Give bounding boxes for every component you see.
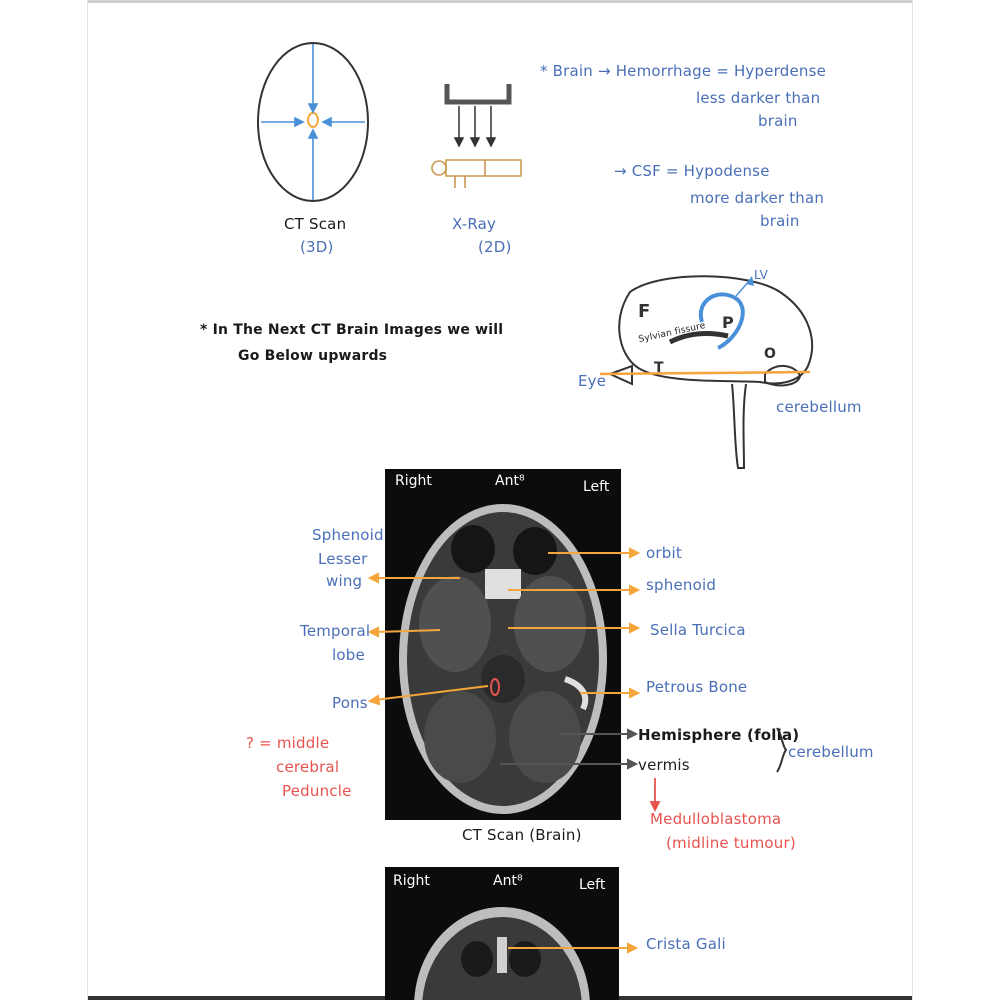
ct1-sphenoid-lesser-1: Sphenoid: [312, 526, 384, 544]
ct1-sphenoid: sphenoid: [646, 576, 717, 594]
xray-dim: (2D): [478, 238, 512, 256]
ct1-sphenoid-lesser-2: Lesser: [318, 550, 368, 568]
xray-label: X-Ray: [452, 215, 497, 233]
ct1-medullo-2: (midline tumour): [666, 834, 796, 852]
density-line-6: brain: [760, 212, 800, 230]
lobe-F: F: [638, 301, 651, 322]
note-line-1: * In The Next CT Brain Images we will: [200, 322, 504, 338]
note-line-2: Go Below upwards: [238, 348, 388, 364]
density-line-2: less darker than: [696, 89, 821, 107]
ct1-pons: Pons: [332, 694, 368, 712]
lobe-T: T: [654, 360, 664, 376]
lobe-P: P: [722, 313, 734, 332]
ct-scan-label: CT Scan: [284, 215, 347, 233]
sagittal-lv: LV: [754, 268, 768, 282]
density-line-1: * Brain → Hemorrhage = Hyperdense: [540, 62, 827, 80]
ct1-left-label: Left: [583, 479, 610, 495]
sagittal-sylvian: Sylvian fissure: [637, 321, 707, 345]
density-line-5: more darker than: [690, 189, 825, 207]
ct1-petrous-bone: Petrous Bone: [646, 678, 748, 696]
ct2-right-label: Right: [393, 873, 430, 889]
ct2-left-label: Left: [579, 877, 606, 893]
ct1-right-label: Right: [395, 473, 432, 489]
ct1-medullo-1: Medulloblastoma: [650, 810, 782, 828]
ct-scan-dim: (3D): [300, 238, 334, 256]
ct2-ant-label: Ant⁸: [493, 873, 523, 889]
ct1-red-note-3: Peduncle: [282, 782, 352, 800]
ct1-sphenoid-lesser-3: wing: [326, 572, 363, 590]
ct1-hemisphere: Hemisphere (folia): [638, 726, 800, 744]
ct1-temporal-2: lobe: [332, 646, 365, 664]
sagittal-cerebellum: cerebellum: [776, 398, 862, 416]
ct1-cerebellum: cerebellum: [788, 743, 874, 761]
density-line-3: brain: [758, 112, 798, 130]
ct1-vermis: vermis: [638, 756, 690, 774]
ct1-caption: CT Scan (Brain): [462, 826, 582, 844]
ct2-crista-gali: Crista Gali: [646, 935, 726, 953]
sagittal-eye: Eye: [578, 372, 607, 390]
ct1-red-note-1: ? = middle: [246, 734, 330, 752]
density-line-4: → CSF = Hypodense: [614, 162, 770, 180]
ct1-sella-turcica: Sella Turcica: [650, 621, 746, 639]
ct1-red-note-2: cerebral: [276, 758, 340, 776]
ct1-ant-label: Ant⁸: [495, 473, 525, 489]
lobe-O: O: [764, 346, 776, 362]
ct1-orbit: orbit: [646, 544, 682, 562]
ct1-temporal-1: Temporal: [300, 622, 371, 640]
